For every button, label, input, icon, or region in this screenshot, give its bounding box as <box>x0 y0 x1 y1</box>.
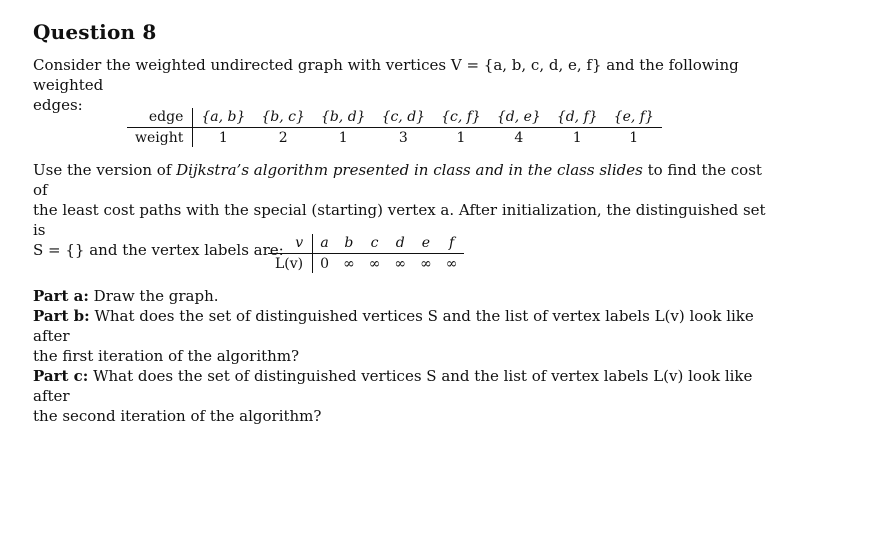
vertex-header: v <box>268 234 313 254</box>
vertex-cell: f <box>439 234 465 254</box>
label-cell: ∞ <box>368 256 381 272</box>
edge-cell: {d, e} <box>489 108 549 128</box>
weight-cell: 2 <box>278 130 288 146</box>
algorithm-name: Dijkstra’s algorithm presented in class and in the class slides <box>176 161 643 179</box>
question-intro <box>33 55 773 115</box>
label-header: L(v) <box>268 254 313 274</box>
edge-cell: {a, b} <box>193 108 254 128</box>
part-c <box>33 366 773 406</box>
vertex-cell: d <box>387 234 413 254</box>
instructions-line-3: S = {} and the vertex labels are: <box>33 241 284 259</box>
label-cell: 0 <box>320 256 330 272</box>
weight-cell: 1 <box>456 130 466 146</box>
edge-cell: {e, f} <box>606 108 662 128</box>
weight-header: weight <box>127 128 193 148</box>
instructions-line-2: the least cost paths with the special (starting) vertex a. After initialization, the distinguished set is <box>33 201 766 239</box>
weight-cell: 1 <box>572 130 582 146</box>
label-row <box>268 254 464 274</box>
vertex-row <box>268 234 464 254</box>
weight-cell: 1 <box>338 130 348 146</box>
edge-cell: {d, f} <box>549 108 606 128</box>
label-cell: ∞ <box>343 256 355 272</box>
instructions-text: to find the cost of <box>33 161 762 199</box>
question-title: Question 8 <box>33 20 157 44</box>
part-c-text: What does the set of distinguished vertices S and the list of vertex labels L(v) look like after <box>33 367 753 405</box>
edge-header: edge <box>127 108 193 128</box>
vertex-cell: e <box>413 234 439 254</box>
weight-cell: 3 <box>398 130 408 146</box>
part-a-label: Part a: <box>33 287 89 305</box>
intro-line-1: Consider the weighted undirected graph with vertices V = {a, b, c, d, e, f} and the following weighted <box>33 56 739 94</box>
question-parts <box>33 286 773 426</box>
vertex-label-table <box>268 234 464 273</box>
vertex-cell: c <box>362 234 388 254</box>
part-a <box>33 286 773 306</box>
instructions-text: Use the version of <box>33 161 177 179</box>
edge-cell: {b, d} <box>313 108 374 128</box>
part-b-label: Part b: <box>33 307 90 325</box>
part-a-text: Draw the graph. <box>88 287 219 305</box>
edge-cell: {c, d} <box>374 108 434 128</box>
weight-cell: 1 <box>629 130 639 146</box>
part-b-continued: the first iteration of the algorithm? <box>33 347 300 365</box>
edge-row <box>127 108 662 128</box>
edge-weight-table <box>127 108 662 147</box>
label-cell: ∞ <box>445 256 458 272</box>
part-c-label: Part c: <box>33 367 89 385</box>
part-b-text: What does the set of distinguished vertices S and the list of vertex labels L(v) look like after <box>33 307 754 345</box>
label-cell: ∞ <box>420 256 432 272</box>
instructions-line-1 <box>33 160 773 200</box>
weight-row <box>127 128 662 148</box>
intro-line-2: edges: <box>33 96 83 114</box>
part-c-continued: the second iteration of the algorithm? <box>33 407 322 425</box>
vertex-cell: a <box>313 234 336 254</box>
weight-cell: 1 <box>218 130 228 146</box>
vertex-cell: b <box>336 234 362 254</box>
edge-cell: {b, c} <box>253 108 313 128</box>
part-b <box>33 306 773 346</box>
edge-cell: {c, f} <box>433 108 489 128</box>
label-cell: ∞ <box>394 256 407 272</box>
weight-cell: 4 <box>514 130 524 146</box>
